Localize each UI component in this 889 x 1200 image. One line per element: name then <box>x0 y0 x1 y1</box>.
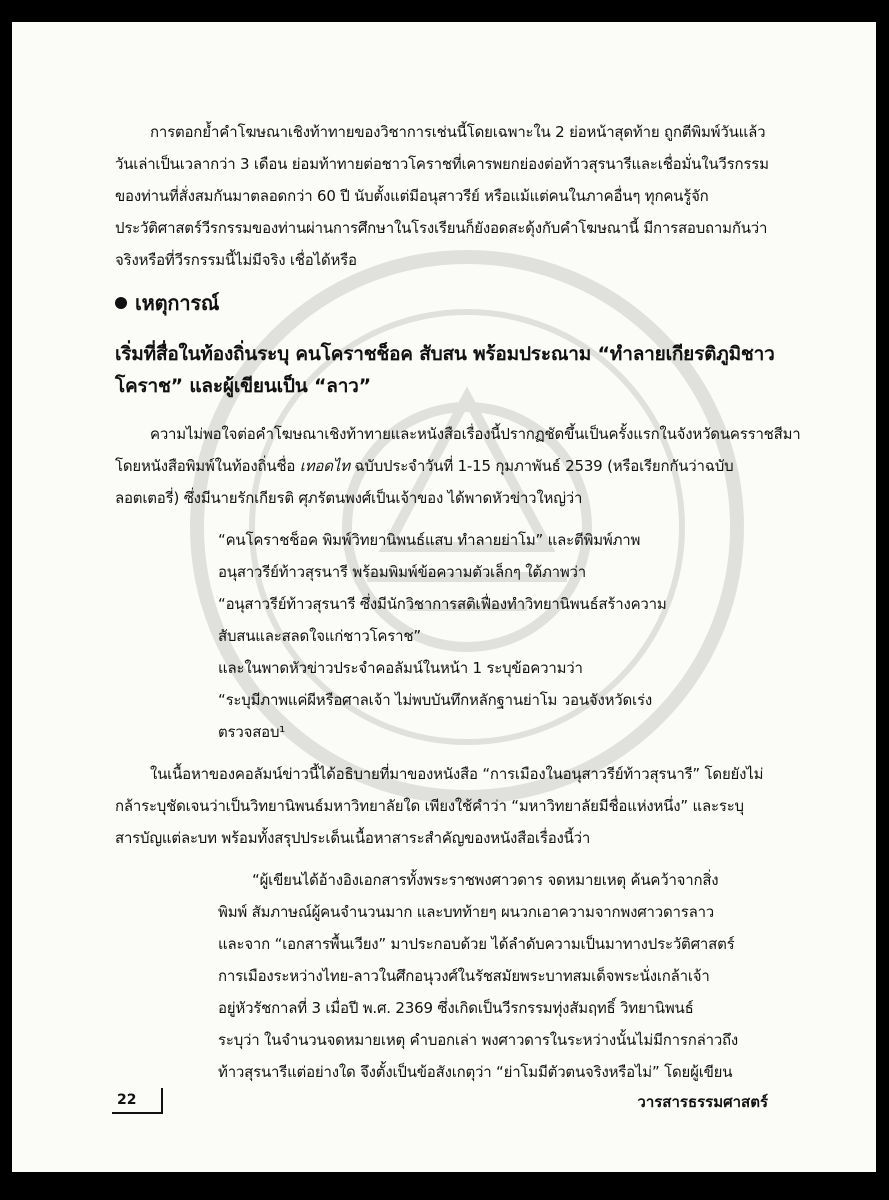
paragraph-2-line-1: ความไม่พอใจต่อคำโฆษณาเชิงท้าทายและหนังสือเรื่องนี้ปรากฏชัดขึ้นเป็นครั้งแรกในจังหวัดนครราชสีมา <box>150 425 801 443</box>
paragraph-2-line-3: ลอตเตอรี่) ซึ่งมีนายรักเกียรติ ศุภรัตนพงศ์เป็นเจ้าของ ได้พาดหัวข่าวใหญ่ว่า <box>115 489 583 507</box>
bullet-icon <box>115 297 127 309</box>
quote-2-line-1: “ผู้เขียนได้อ้างอิงเอกสารทั้งพระราชพงศาวดาร จดหมายเหตุ ค้นคว้าจากสิ่ง <box>252 871 719 889</box>
subheading-line-2: โคราช” และผู้เขียนเป็น “ลาว” <box>115 375 371 397</box>
intro-line-1: การตอกย้ำคำโฆษณาเชิงท้าทายของวิชาการเช่นนี้โดยเฉพาะใน 2 ย่อหน้าสุดท้าย ถูกตีพิมพ์วันแล้ว <box>150 123 766 141</box>
intro-line-3: ของท่านที่สั่งสมกันมาตลอดกว่า 60 ปี นับตั้งแต่มีอนุสาวรีย์ หรือแม้แต่คนในภาคอื่นๆ ทุกคนรู้จัก <box>115 187 709 205</box>
subheading-line-1: เริ่มที่สื่อในท้องถิ่นระบุ คนโคราชช็อค สับสน พร้อมประณาม “ทำลายเกียรติภูมิชาว <box>115 343 775 365</box>
quote-1-line-1: “คนโคราชช็อค พิมพ์วิทยานิพนธ์แสบ ทำลายย่าโม” และตีพิมพ์ภาพ <box>218 531 641 549</box>
paragraph-2-line-2-pre: โดยหนังสือพิมพ์ในท้องถิ่นชื่อ <box>115 457 300 475</box>
quote-1-line-2: อนุสาวรีย์ท้าวสุรนารี พร้อมพิมพ์ข้อความตัวเล็กๆ ใต้ภาพว่า <box>218 563 586 581</box>
quote-2-line-2: พิมพ์ สัมภาษณ์ผู้คนจำนวนมาก และบทท้ายๆ ผนวกเอาความจากพงศาวดารลาว <box>218 903 715 921</box>
paragraph-3-line-1: ในเนื้อหาของคอลัมน์ข่าวนี้ได้อธิบายที่มาของหนังสือ “การเมืองในอนุสาวรีย์ท้าวสุรนารี” โดยยังไม่ <box>150 765 764 783</box>
quote-2-line-7: ท้าวสุรนารีแต่อย่างใด จึงตั้งเป็นข้อสังเกตุว่า “ย่าโมมีตัวตนจริงหรือไม่” โดยผู้เขียน <box>218 1063 733 1081</box>
quote-1-line-3: “อนุสาวรีย์ท้าวสุรนารี ซึ่งมีนักวิชาการสติเฟื่องทำวิทยานิพนธ์สร้างความ <box>218 595 667 613</box>
paragraph-2-line-2 <box>115 456 733 476</box>
intro-line-5: จริงหรือที่วีรกรรมนี้ไม่มีจริง เชื่อได้หรือ <box>115 251 357 269</box>
document-page <box>12 22 876 1172</box>
intro-line-2: วันเล่าเป็นเวลากว่า 3 เดือน ย่อมท้าทายต่อชาวโคราชที่เคารพยกย่องต่อท้าวสุรนารีและเชื่อมั่นในวีรกรรม <box>115 155 769 173</box>
footer-rule-horizontal <box>112 1112 162 1114</box>
page-number: 22 <box>117 1092 137 1108</box>
quote-2-line-3: และจาก “เอกสารพื้นเวียง” มาประกอบด้วย ได้ลำดับความเป็นมาทางประวัติศาสตร์ <box>218 935 735 953</box>
paragraph-2-line-2-post: ฉบับประจำวันที่ 1-15 กุมภาพันธ์ 2539 (หรือเรียกกันว่าฉบับ <box>349 457 734 475</box>
section-heading-text: เหตุการณ์ <box>135 291 220 315</box>
quote-2-line-4: การเมืองระหว่างไทย-ลาวในศึกอนุวงศ์ในรัชสมัยพระบาทสมเด็จพระนั่งเกล้าเจ้า <box>218 967 710 985</box>
quote-1-line-7: ตรวจสอบ¹ <box>218 723 286 741</box>
quote-2-line-6: ระบุว่า ในจำนวนจดหมายเหตุ คำบอกเล่า พงศาวดารในระหว่างนั้นไม่มีการกล่าวถึง <box>218 1031 739 1049</box>
intro-line-4: ประวัติศาสตร์วีรกรรมของท่านผ่านการศึกษาในโรงเรียนก็ยังอดสะดุ้งกับคำโฆษณานี้ มีการสอบถามกันว่า <box>115 219 768 237</box>
paragraph-3-line-3: สารบัญแต่ละบท พร้อมทั้งสรุปประเด็นเนื้อหาสาระสำคัญของหนังสือเรื่องนี้ว่า <box>115 829 591 847</box>
quote-1-line-6: “ระบุมีภาพแค่ผีหรือศาลเจ้า ไม่พบบันทึกหลักฐานย่าโม วอนจังหวัดเร่ง <box>218 691 652 709</box>
paragraph-3-line-2: กล้าระบุชัดเจนว่าเป็นวิทยานิพนธ์มหาวิทยาลัยใด เพียงใช้คำว่า “มหาวิทยาลัยมีชื่อแห่งหนึ่ง” และระบุ <box>115 797 744 815</box>
section-heading <box>115 290 219 316</box>
journal-name: วารสารธรรมศาสตร์ <box>637 1093 768 1111</box>
quote-1-line-4: สับสนและสลดใจแก่ชาวโคราช” <box>218 627 421 645</box>
quote-1-line-5: และในพาดหัวข่าวประจำคอลัมน์ในหน้า 1 ระบุข้อความว่า <box>218 659 583 677</box>
quote-2-line-5: อยู่หัวรัชกาลที่ 3 เมื่อปี พ.ศ. 2369 ซึ่งเกิดเป็นวีรกรรมทุ่งสัมฤทธิ์ วิทยานิพนธ์ <box>218 999 694 1017</box>
newspaper-name: เทอดไท <box>299 457 350 475</box>
footer-rule-vertical <box>161 1088 163 1114</box>
